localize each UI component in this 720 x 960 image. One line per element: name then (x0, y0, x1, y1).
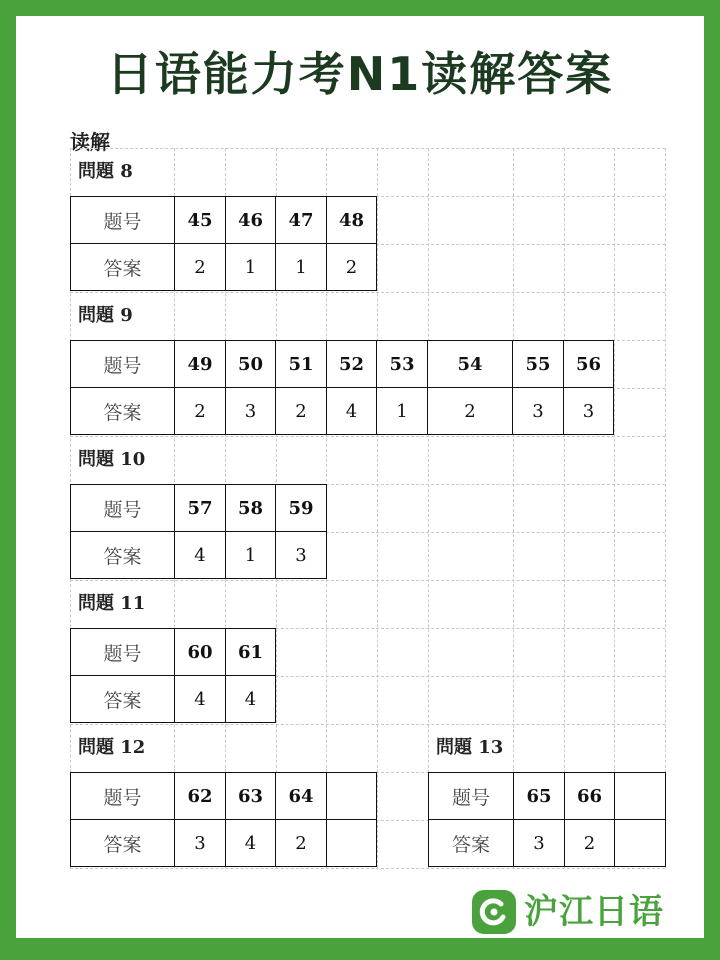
answer-cell: 2 (276, 388, 327, 435)
answer-row (429, 820, 666, 867)
question-number-row (71, 341, 614, 388)
answer-table (70, 484, 327, 579)
grid-hline (70, 148, 665, 149)
question-number-cell: 57 (175, 485, 226, 532)
answer-row (71, 820, 377, 867)
answer-cell: 4 (175, 532, 226, 579)
grid-hline (70, 292, 665, 293)
problem-label: 問題 10 (78, 449, 146, 470)
question-number-cell: 58 (226, 485, 276, 532)
question-number-row-header: 题号 (429, 773, 514, 820)
question-number-row (71, 773, 377, 820)
hujiang-logo-icon (472, 890, 516, 934)
answer-cell (615, 820, 666, 867)
answer-cell: 4 (226, 676, 276, 723)
grid-hline (70, 436, 665, 437)
answer-table (428, 772, 666, 867)
question-number-row-header: 题号 (71, 629, 175, 676)
question-number-row-header: 题号 (71, 341, 175, 388)
answer-row-header: 答案 (71, 532, 175, 579)
question-number-cell: 53 (377, 341, 428, 388)
question-number-cell: 63 (226, 773, 276, 820)
answer-row-header: 答案 (71, 244, 175, 291)
question-number-cell: 47 (276, 197, 327, 244)
answer-cell: 3 (226, 388, 276, 435)
problem-label: 問題 13 (436, 737, 504, 758)
answer-table (70, 340, 614, 435)
question-number-row (429, 773, 666, 820)
question-number-cell: 50 (226, 341, 276, 388)
answer-cell: 1 (276, 244, 327, 291)
grid-vline (564, 148, 565, 868)
answer-row-header: 答案 (429, 820, 514, 867)
problem-label: 問題 12 (78, 737, 146, 758)
answer-row-header: 答案 (71, 388, 175, 435)
question-number-cell: 59 (276, 485, 327, 532)
answer-cell: 2 (276, 820, 327, 867)
question-number-cell (327, 773, 377, 820)
question-number-cell: 49 (175, 341, 226, 388)
grid-vline (614, 148, 615, 868)
grid-vline (513, 148, 514, 868)
answer-cell: 1 (377, 388, 428, 435)
question-number-cell: 48 (327, 197, 377, 244)
answer-cell: 3 (514, 820, 565, 867)
question-number-cell: 52 (327, 341, 377, 388)
question-number-cell: 46 (226, 197, 276, 244)
problem-label: 問題 8 (78, 161, 133, 182)
answer-cell: 2 (175, 388, 226, 435)
answer-cell: 1 (226, 244, 276, 291)
grid-vline (665, 148, 666, 868)
brand-name: 沪江日语 (524, 892, 664, 932)
question-number-row-header: 题号 (71, 197, 175, 244)
grid-vline (377, 148, 378, 868)
problem-label: 問題 9 (78, 305, 133, 326)
answer-table (70, 772, 377, 867)
question-number-row (71, 629, 276, 676)
grid-hline (70, 868, 665, 869)
grid-hline (70, 580, 665, 581)
answer-cell: 4 (327, 388, 377, 435)
problem-label: 問題 11 (78, 593, 146, 614)
answer-sheet (16, 16, 704, 938)
question-number-cell: 66 (565, 773, 615, 820)
question-number-cell: 56 (564, 341, 614, 388)
question-number-cell (615, 773, 666, 820)
question-number-cell: 62 (175, 773, 226, 820)
answer-cell: 3 (564, 388, 614, 435)
brand-logo (472, 888, 702, 936)
answer-cell: 3 (276, 532, 327, 579)
question-number-cell: 45 (175, 197, 226, 244)
answer-cell: 4 (175, 676, 226, 723)
answer-cell: 3 (513, 388, 564, 435)
question-number-row (71, 485, 327, 532)
question-number-cell: 54 (428, 341, 513, 388)
answer-cell: 3 (175, 820, 226, 867)
answer-row (71, 676, 276, 723)
answer-row (71, 388, 614, 435)
answer-cell (327, 820, 377, 867)
question-number-cell: 61 (226, 629, 276, 676)
question-number-cell: 55 (513, 341, 564, 388)
answer-cell: 2 (428, 388, 513, 435)
grid-hline (70, 724, 665, 725)
answer-table (70, 628, 276, 723)
answer-table (70, 196, 377, 291)
question-number-cell: 64 (276, 773, 327, 820)
answer-cell: 2 (175, 244, 226, 291)
question-number-cell: 51 (276, 341, 327, 388)
answer-row (71, 532, 327, 579)
answer-cell: 1 (226, 532, 276, 579)
answer-cell: 2 (565, 820, 615, 867)
answer-row-header: 答案 (71, 676, 175, 723)
answer-cell: 2 (327, 244, 377, 291)
section-heading: 读解 (70, 130, 110, 154)
answer-cell: 4 (226, 820, 276, 867)
answer-row (71, 244, 377, 291)
question-number-cell: 60 (175, 629, 226, 676)
page-title: 日语能力考N1读解答案 (106, 47, 614, 101)
question-number-row-header: 题号 (71, 485, 175, 532)
answer-row-header: 答案 (71, 820, 175, 867)
grid-vline (428, 148, 429, 868)
question-number-row-header: 题号 (71, 773, 175, 820)
question-number-row (71, 197, 377, 244)
question-number-cell: 65 (514, 773, 565, 820)
